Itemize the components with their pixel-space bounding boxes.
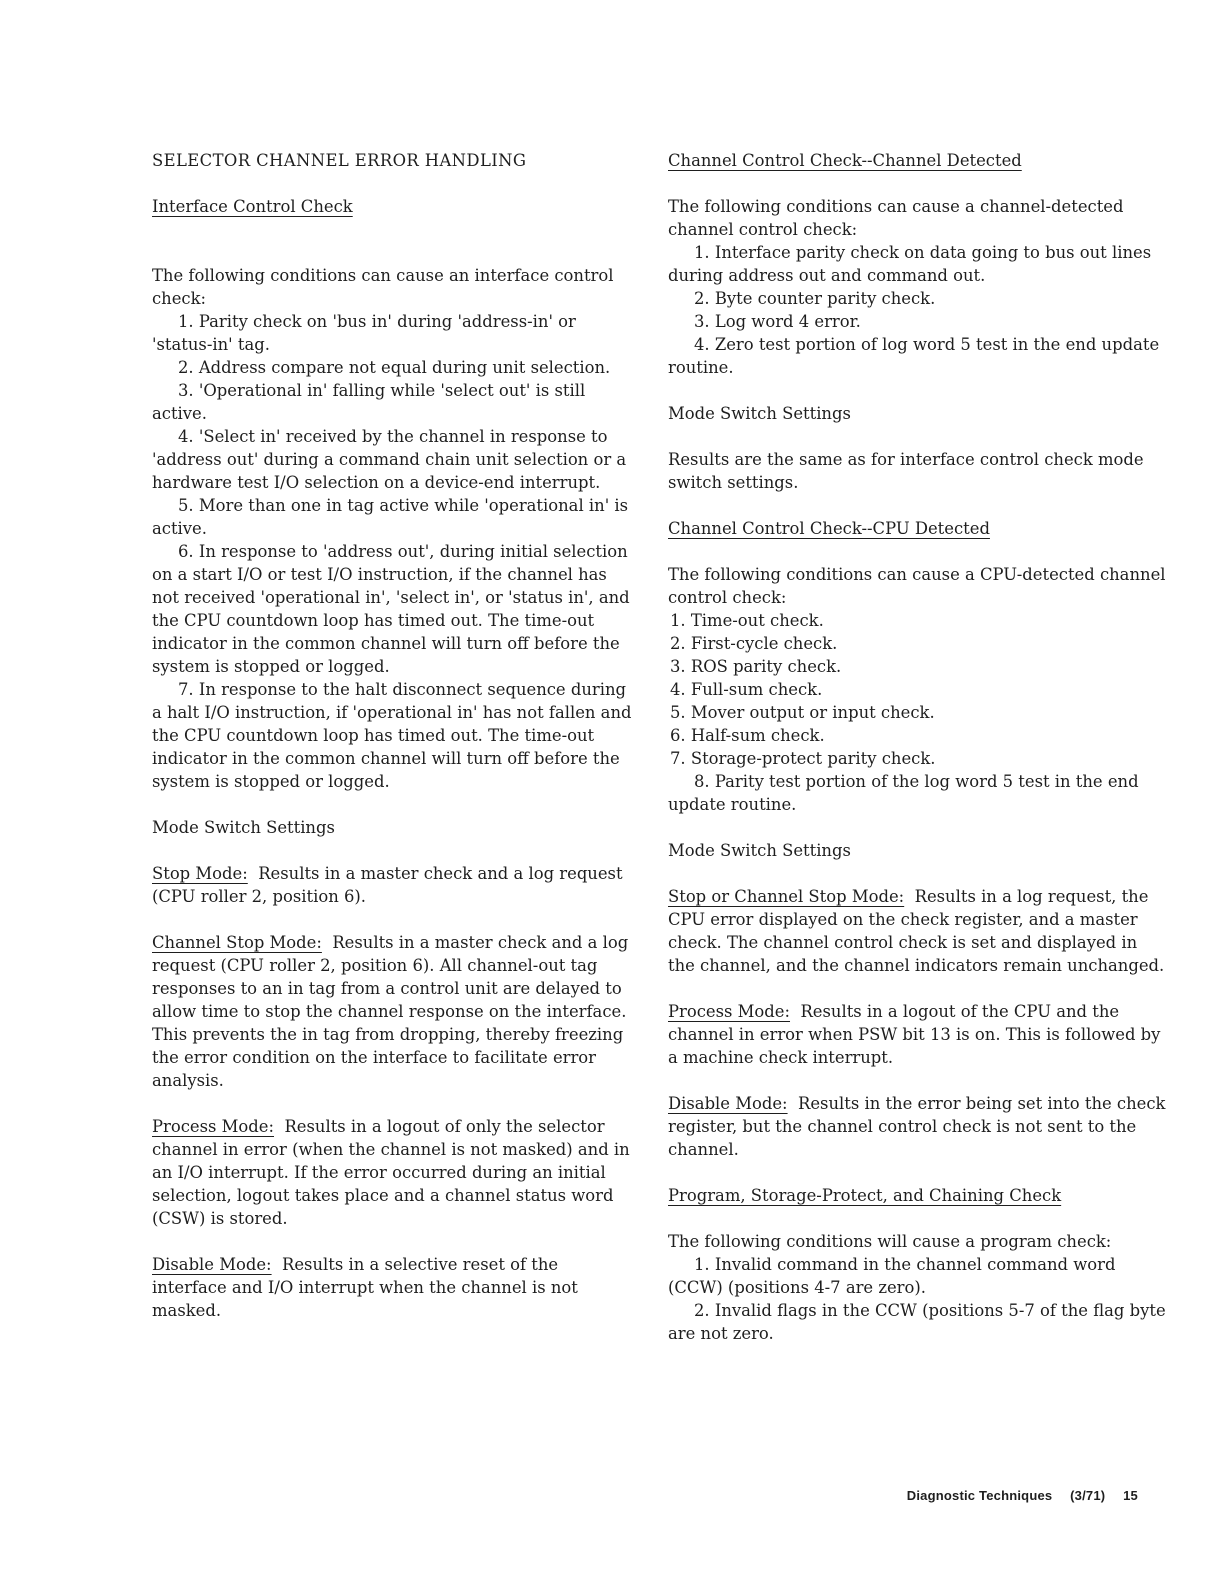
mode-text: Results in a selective reset of the interface and I/O interrupt when the channel is not masked.	[152, 1255, 578, 1320]
mode-label: Stop Mode:	[152, 864, 248, 883]
channel-detected-item: 3. Log word 4 error.	[694, 312, 861, 331]
program-check-item: 2. Invalid flags in the CCW (positions 5-7 of the flag byte are not zero.	[668, 1301, 1166, 1343]
interface-item: 2. Address compare not equal during unit selection.	[178, 358, 611, 377]
mode-label: Disable Mode:	[152, 1255, 272, 1274]
cpu-detected-heading: Channel Control Check--CPU Detected	[668, 519, 990, 538]
interface-item: 7. In response to the halt disconnect sequence during a halt I/O instruction, if 'operational in' has not fallen and the CPU countdown loop has timed out. The time-out indicator in the common channel will turn off before the system is stopped or logged.	[152, 680, 632, 791]
interface-item: 5. More than one in tag active while 'operational in' is active.	[152, 496, 629, 538]
mode-text: Results in the error being set into the check register, but the channel control check is not sent to the channel.	[668, 1094, 1166, 1159]
mode-paragraph	[152, 1115, 632, 1230]
mode-paragraph	[668, 1092, 1168, 1161]
mode-label: Process Mode:	[152, 1117, 275, 1136]
footer-date: (3/71)	[1070, 1488, 1106, 1503]
mode-label: Disable Mode:	[668, 1094, 788, 1113]
cpu-detected-item: 2. First-cycle check.	[670, 634, 838, 653]
mode-label: Stop or Channel Stop Mode:	[668, 887, 905, 906]
mode-paragraph	[668, 1000, 1168, 1069]
channel-detected-heading: Channel Control Check--Channel Detected	[668, 151, 1022, 170]
right-column	[668, 149, 1168, 1345]
channel-detected-item: 1. Interface parity check on data going to bus out lines during address out and command out.	[668, 243, 1152, 285]
cpu-detected-item: 4. Full-sum check.	[670, 680, 823, 699]
cpu-detected-item: 5. Mover output or input check.	[670, 703, 935, 722]
interface-item: 1. Parity check on 'bus in' during 'address-in' or 'status-in' tag.	[152, 312, 576, 354]
mode-switch-heading: Mode Switch Settings	[668, 404, 851, 423]
mode-text: Results in a log request, the CPU error displayed on the check register, and a master check. The channel control check is set and displayed in the channel, and the channel indicators remain unchanged.	[668, 887, 1165, 975]
cpu-detected-item: 8. Parity test portion of the log word 5 test in the end update routine.	[668, 772, 1139, 814]
mode-text: Results in a master check and a log request (CPU roller 2, position 6). All channel-out tag responses to an in tag from a control unit are delayed to allow time to stop the channel response on the interface. This prevents the in tag from dropping, thereby freezing the error condition on the interface to facilitate error analysis.	[152, 933, 629, 1090]
mode-switch-heading: Mode Switch Settings	[152, 818, 335, 837]
cpu-detected-item: 6. Half-sum check.	[670, 726, 825, 745]
mode-paragraph	[152, 1253, 632, 1322]
cpu-detected-item: 7. Storage-protect parity check.	[670, 749, 936, 768]
program-check-intro: The following conditions will cause a program check:	[668, 1232, 1112, 1251]
cpu-detected-item: 1. Time-out check.	[670, 611, 824, 630]
channel-detected-intro: The following conditions can cause a channel-detected channel control check:	[668, 197, 1124, 239]
mode-text: Results in a master check and a log request (CPU roller 2, position 6).	[152, 864, 623, 906]
mode-switch-heading: Mode Switch Settings	[668, 841, 851, 860]
section-title: SELECTOR CHANNEL ERROR HANDLING	[152, 151, 527, 170]
mode-paragraph	[668, 885, 1168, 977]
left-column	[152, 149, 632, 1322]
footer-section: Diagnostic Techniques	[906, 1488, 1053, 1503]
interface-item: 6. In response to 'address out', during initial selection on a start I/O or test I/O instruction, if the channel has not received 'operational in', 'select in', or 'status in', and the CPU countdown loop has timed out. The time-out indicator in the common channel will turn off before the system is stopped or logged.	[152, 542, 630, 676]
channel-detected-mode-text: Results are the same as for interface control check mode switch settings.	[668, 450, 1144, 492]
channel-detected-item: 2. Byte counter parity check.	[694, 289, 936, 308]
cpu-detected-item: 3. ROS parity check.	[670, 657, 842, 676]
channel-detected-item: 4. Zero test portion of log word 5 test in the end update routine.	[668, 335, 1160, 377]
page-number: 15	[1123, 1488, 1138, 1503]
mode-paragraph	[152, 931, 632, 1092]
cpu-detected-intro: The following conditions can cause a CPU-detected channel control check:	[668, 565, 1166, 607]
program-check-heading: Program, Storage-Protect, and Chaining Check	[668, 1186, 1062, 1205]
interface-intro: The following conditions can cause an interface control check:	[152, 266, 614, 308]
program-check-item: 1. Invalid command in the channel command word (CCW) (positions 4-7 are zero).	[668, 1255, 1116, 1297]
mode-paragraph	[152, 862, 632, 908]
mode-label: Channel Stop Mode:	[152, 933, 322, 952]
interface-control-check-heading: Interface Control Check	[152, 197, 353, 216]
page-footer	[907, 1488, 1138, 1503]
interface-item: 3. 'Operational in' falling while 'select out' is still active.	[152, 381, 586, 423]
mode-text: Results in a logout of only the selector channel in error (when the channel is not masked) and in an I/O interrupt. If the error occurred during an initial selection, logout takes place and a channel status word (CSW) is stored.	[152, 1117, 630, 1228]
mode-label: Process Mode:	[668, 1002, 791, 1021]
mode-text: Results in a logout of the CPU and the channel in error when PSW bit 13 is on. This is followed by a machine check interrupt.	[668, 1002, 1161, 1067]
interface-item: 4. 'Select in' received by the channel in response to 'address out' during a command chain unit selection or a hardware test I/O selection on a device-end interrupt.	[152, 427, 627, 492]
